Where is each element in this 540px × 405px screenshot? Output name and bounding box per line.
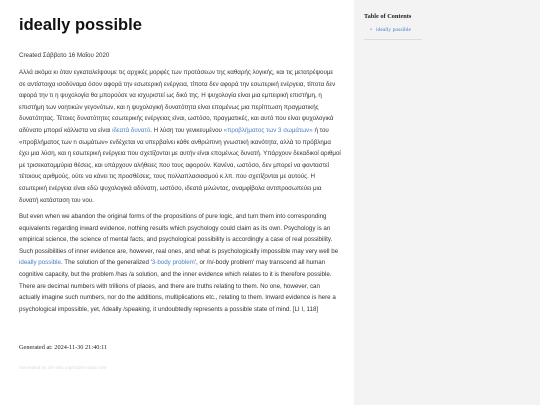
- link-3-body-problem[interactable]: 3-body problem: [151, 259, 195, 267]
- toc-item-ideally-possible[interactable]: • ideally possible: [370, 27, 411, 33]
- english-text-1: But even when we abandon the original forms of the propositions of pure logic, and turn them into corresponding equivalents regarding inward evidence, nothing results which psychology could claim as its own. Psychology is an empirical science, the science of mental facts, and psychological possibility is accordingly a case of real possibility. Such possibilities of inner evidence are, however, real ones, and what is psychologically impossible may very well be: [19, 213, 339, 255]
- link-3-body-problem-greek[interactable]: «προβλήματος των 3 σωμάτων»: [223, 126, 313, 134]
- page-title: ideally possible: [19, 16, 142, 34]
- greek-text-3: ή του «προβλήματος των n σωμάτων» ενδέχεται να υπερβαίνει κάθε ανθρώπινη γνωστική ικανότητα, αλλά το πρόβλημα έχει μια λύση, και η εσωτερική ενέργεια που σχετίζονται με αυτήν είναι επομένως δυνατή. Υπάρχουν δεκαδικοί αριθμοί με τρισεκατομμύρια θέσεις, και υπάρχουν αλήθειες που τους αφορούν. Κανένα, ωστόσο, δεν μπορεί να φανταστεί τέτοιους αριθμούς, ούτε να κάνει τις προσθέσεις, τους πολλαπλασιασμού κ.λπ. που σχετίζονται με αυτούς. Η εσωτερική ενέργεια είναι εδώ ψυχολογικά αδύνατη, ωστόσο, ιδεατά μιλώντας, αναμφίβολα αντιπροσωπεύει μια δυνατή κατάσταση του νου.: [19, 126, 341, 204]
- english-paragraph: [19, 211, 341, 315]
- toc-divider: [364, 39, 422, 40]
- generated-timestamp: Generated at: 2024-11-30 21:40:11: [19, 344, 108, 351]
- link-ideally-possible[interactable]: ideally possible: [19, 259, 61, 267]
- created-date: Created Σάββατο 16 Μαΐου 2020: [19, 52, 110, 59]
- generator-footer-link[interactable]: Generated by zim-wiki.org/mdzim-static-site: [19, 365, 107, 370]
- english-text-2: . The solution of the generalized ': [60, 259, 152, 267]
- greek-paragraph: [19, 67, 341, 206]
- toc-list: [370, 27, 411, 33]
- english-text-3: ', or /n/-body problem' may transcend all human cognitive capacity, but the problem /has /a solution, and the inner evidence which relates to it is therefore possible. There are decimal numbers with trillions of places, and there are truths relating to them. No one, however, can actually imagine such numbers, nor do the additions, multiplications etc., relating to them. Inward evidence is here a psychological impossible, yet, /ideally /speaking, it undoubtedly represents a possible state of mind. [LI I, 118]: [19, 259, 336, 313]
- toc-sidebar: [354, 0, 540, 405]
- toc-title: Table of Contents: [364, 13, 412, 20]
- greek-text-2: . Η λύση του γενικευμένου: [150, 126, 224, 134]
- greek-text-1: Αλλά ακόμα κι όταν εγκαταλείψουμε τις αρχικές μορφές των προτάσεων της καθαρής λογικής, και τις μετατρέψουμε σε αντίστοιχα ισοδύναμα όσον αφορά την εσωτερική ενέργεια, τίποτα δεν αφορά την εσωτερική ενέργεια, τίποτα δεν αφορά την τι η ψυχολογία θα μπορούσε να ισχυριστεί ως δικό της. Η ψυχολογία είναι μια εμπειρική επιστήμη, η επιστήμη των νοητικών γεγονότων, και η ψυχολογική δυνατότητα είναι επομένως μια περίπτωση πραγματικής δυνατότητας. Τέτοιες δυνατότητες εσωτερικής ενέργειας είναι, ωστόσο, πραγματικές, και αυτό που είναι ψυχολογικά αδύνατο μπορεί κάλλιστα να είναι: [19, 69, 336, 134]
- link-ideally-possible-greek[interactable]: ιδεατά δυνατό: [112, 126, 151, 134]
